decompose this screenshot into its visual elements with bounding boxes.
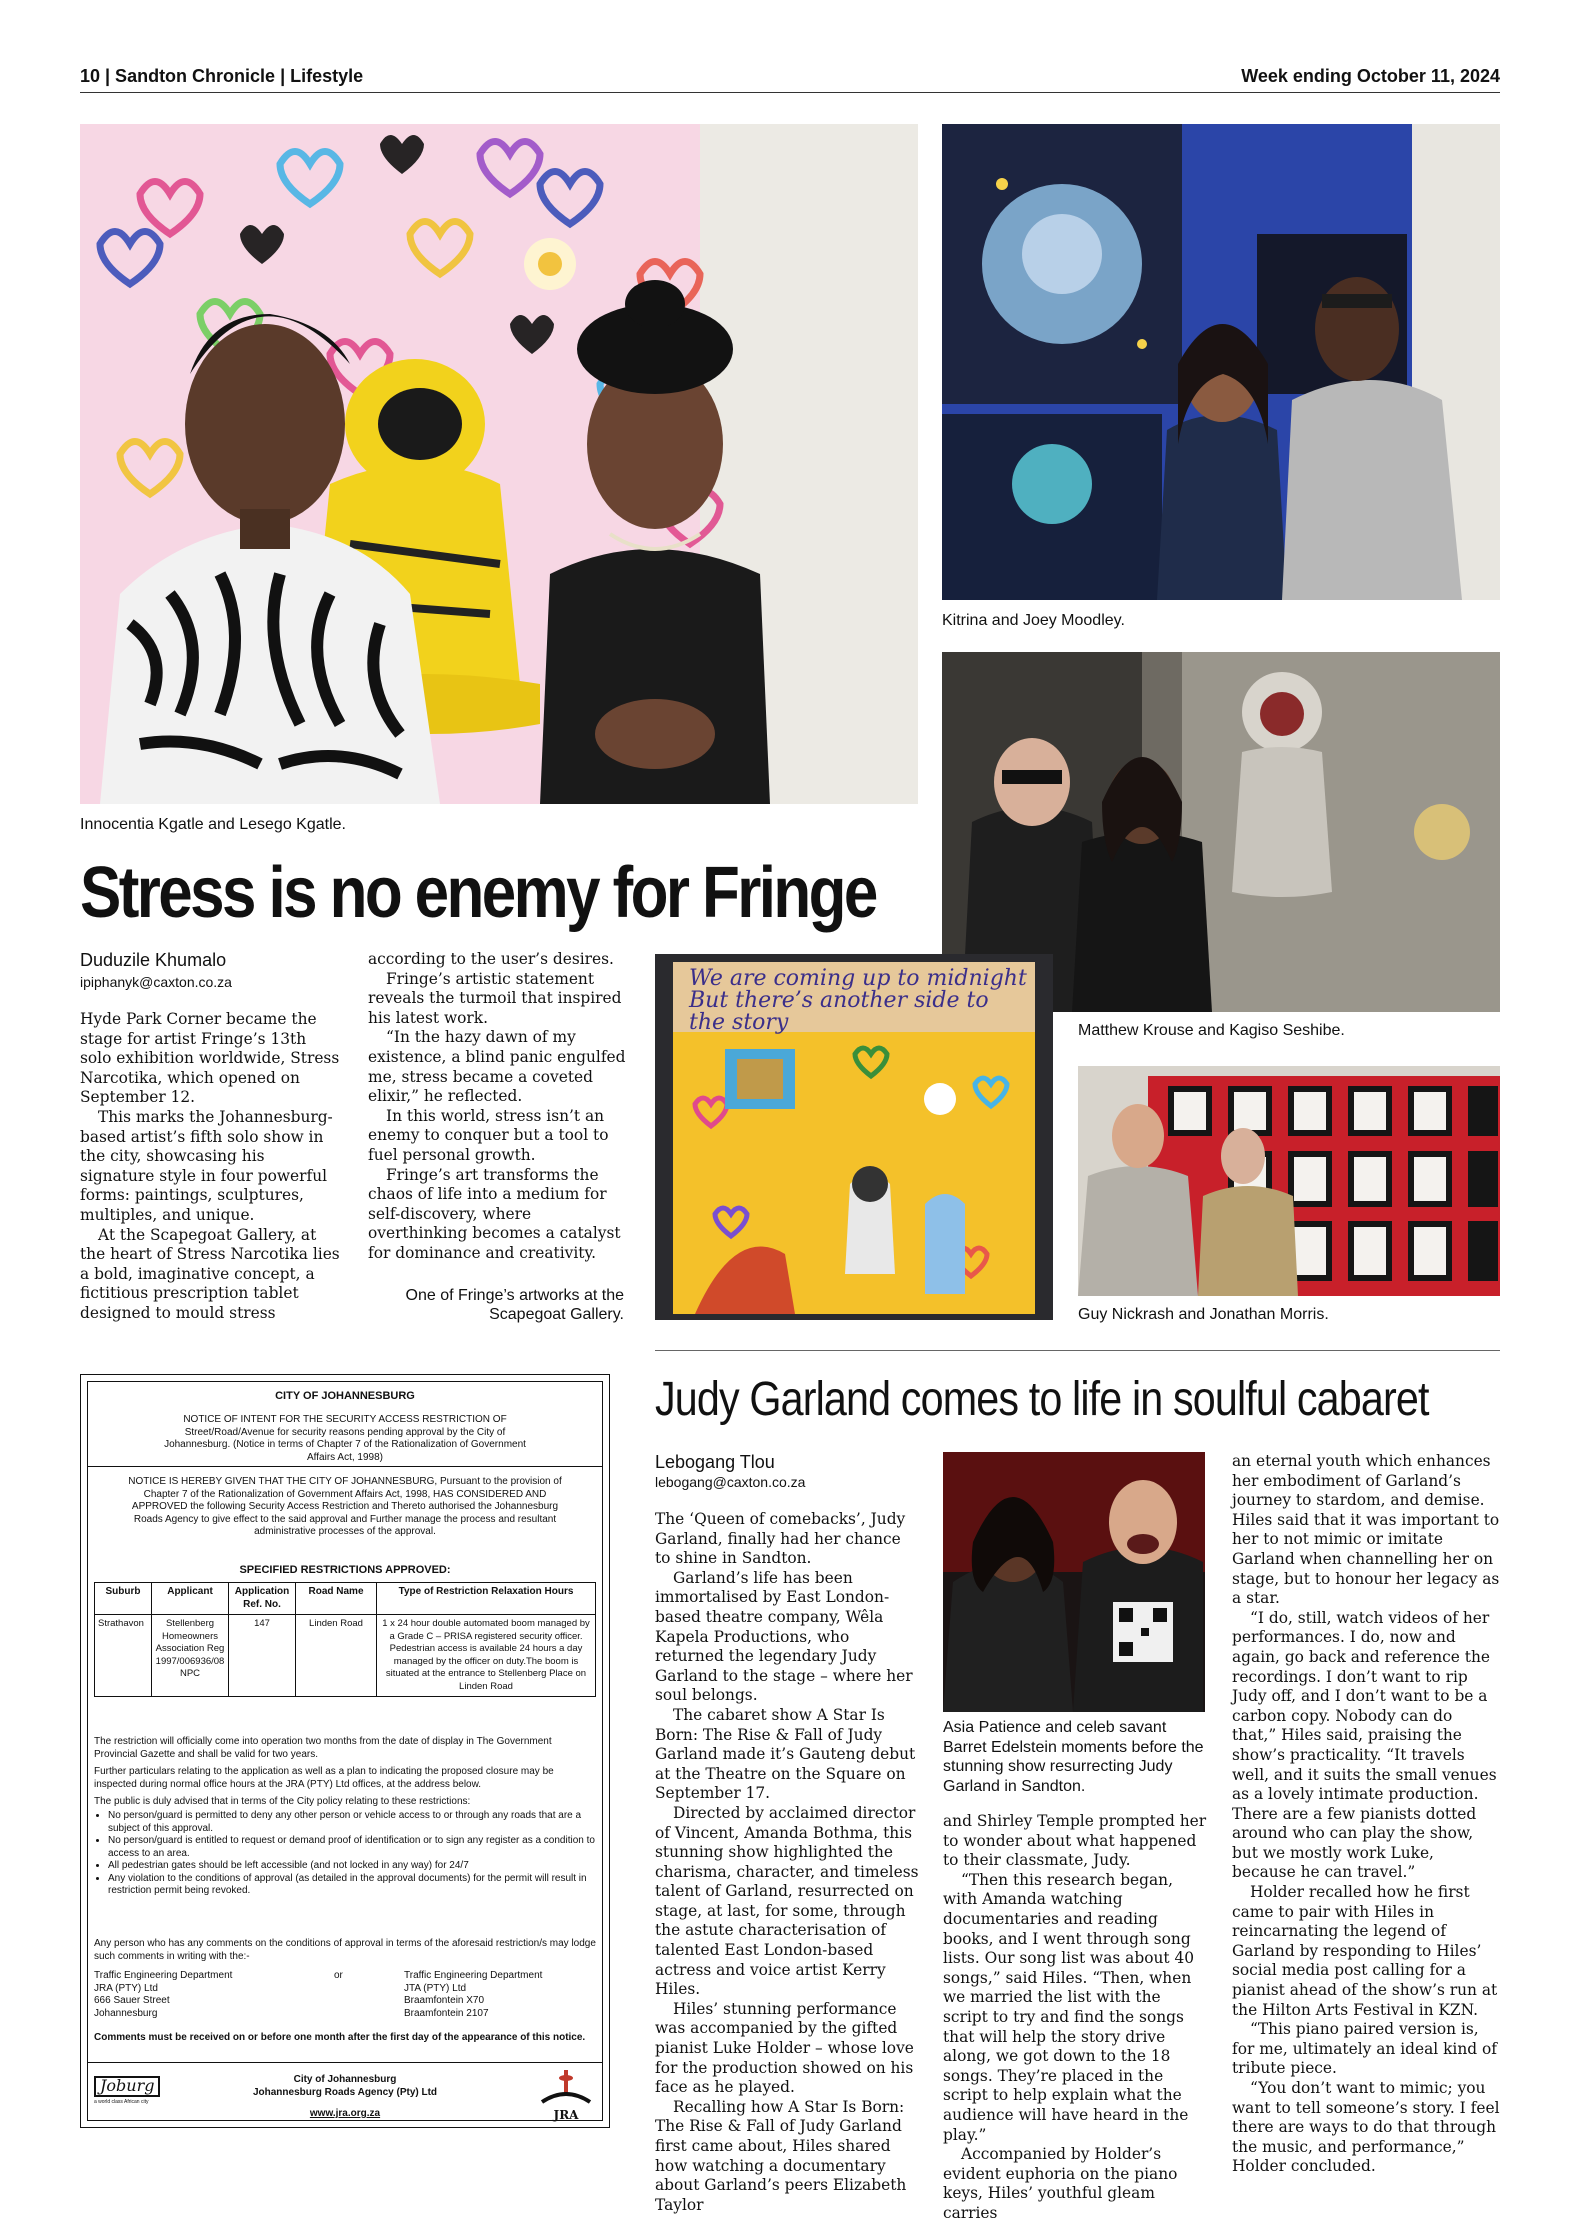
- jra-tower-icon: [538, 2068, 594, 2104]
- mural-illustration: [80, 124, 918, 804]
- list-item: • Any violation to the conditions of approval (as detailed in the approval documents) for the permit will result in restriction permit being revoked.: [108, 1873, 596, 1898]
- table-cell: 147: [229, 1615, 296, 1697]
- list-item: • All pedestrian gates should be left accessible (and not locked in any way) for 24/7: [108, 1860, 596, 1873]
- notice-divider-2: [88, 2062, 602, 2063]
- notice-given: NOTICE IS HEREBY GIVEN THAT THE CITY OF JOHANNESBURG, Pursuant to the provision of Chapter 7 of the Rationalization of Government Affairs Act, 1998, HAS CONSIDERED AND APPROVED the following Security Access Restriction and Thereto authorised the Johannesburg Roads Agency to give effect to the said approval and Further manage the process and resultant administrative processes of the approval.: [128, 1476, 562, 1537]
- list-item: • No person/guard is entitled to request or demand proof of identification or to sign any register as a condition to access to an area.: [108, 1835, 596, 1860]
- photo-asia-barret: [943, 1452, 1205, 1712]
- joburg-logo-tagline: a world class African city: [94, 2098, 149, 2105]
- paragraph: The cabaret show A Star Is Born: The Rise & Fall of Judy Garland made it’s Gauteng debut at the Theatre on the Square on September 17.: [655, 1705, 916, 1803]
- paragraph: Hiles’ stunning performance was accompanied by the gifted pianist Luke Holder – whose love for the production showed on his face as he played.: [655, 1999, 914, 2097]
- caption-guy: Guy Nickrash and Jonathan Morris.: [1078, 1306, 1329, 1323]
- paragraph: “You don’t want to mimic; you want to tell someone’s story. I feel there are ways to do that through the music, and performance,” Holder concluded.: [1232, 2079, 1500, 2176]
- notice-deadline: Comments must be received on or before one month after the first day of the appearance of this notice.: [94, 2032, 586, 2043]
- table-header: Road Name: [296, 1583, 377, 1615]
- paragraph: an eternal youth which enhances her embodiment of Garland’s journey to stardom, and demise. Hiles said that it was important to her to not mimic or imitate Garland when channelling her on stage, but to honour her legacy as a star.: [1232, 1452, 1500, 1608]
- story2-column-1: [655, 1510, 919, 2215]
- list-item: • No person/guard is permitted to deny any other person or vehicle access to or through any roads that are a subject of this approval.: [108, 1810, 596, 1835]
- notice-inner: [87, 1381, 603, 2121]
- photo-fringe-artwork: [655, 954, 1053, 1320]
- story2-email: lebogang@caxton.co.za: [655, 1474, 806, 1490]
- caption-main-photo: Innocentia Kgatle and Lesego Kgatle.: [80, 816, 346, 833]
- judy-illustration: [943, 1452, 1205, 1712]
- photo-guy-jonathan: [1078, 1066, 1500, 1296]
- address-line: 666 Sauer Street: [94, 1995, 170, 2006]
- paragraph: “This piano paired version is, for me, ultimately an ideal kind of tribute piece.: [1232, 2020, 1497, 2078]
- table-row: [95, 1615, 596, 1697]
- address-line: Braamfontein 2107: [404, 2007, 489, 2019]
- story1-author: Duduzile Khumalo: [80, 950, 227, 970]
- notice-intent: NOTICE OF INTENT FOR THE SECURITY ACCESS RESTRICTION OF Street/Road/Avenue for security reasons pending approval by the City of Johannesburg. (Notice in terms of Chapter 7 of the Rationalization of Government Affairs Act, 1998): [164, 1414, 526, 1463]
- paragraph: “I do, still, watch videos of her performances. I do, now and again, go back and reference the recordings. I don’t want to rip Judy off, and I don’t want to be a carbon copy. Nobody can do that,” Hiles said, praising the show’s practicality. “It travels well, and it suits the small venues as a lovely intimate production. There are a few pianists dotted around who can play the show, but we mostly work Luke, because he can travel.”: [1232, 1608, 1497, 1882]
- paragraph: The ‘Queen of comebacks’, Judy Garland, finally had her chance to shine in Sandton.: [655, 1510, 906, 1568]
- address-line: Braamfontein X70: [404, 1995, 485, 2006]
- caption-artwork: One of Fringe’s artworks at the Scapegoat Gallery.: [405, 1287, 624, 1323]
- notice-para-4: Any person who has any comments on the conditions of approval in terms of the aforesaid restriction/s may lodge such comments in writing with the:-: [94, 1938, 596, 1962]
- table-header: Applicant: [152, 1583, 229, 1615]
- notice-bullets: [94, 1810, 596, 1898]
- header-rule: [80, 92, 1500, 93]
- story1-column-2: [368, 950, 630, 1264]
- paragraph: This marks the Johannesburg-based artist’s fifth solo show in the city, showcasing his signature style in four powerful forms: paintings, sculptures, multiples, and unique.: [80, 1107, 333, 1224]
- table-cell: Strathavon: [95, 1615, 152, 1697]
- table-cell: 1 x 24 hour double automated boom managed by a Grade C – PRISA registered security officer. Pedestrian access is available 24 hours a day managed by the officer on duty.The boom is situated at the entrance to Stellenberg Place on Linden Road: [377, 1615, 596, 1697]
- story2-column-3: [1232, 1452, 1500, 2177]
- story1-email: ipiphanyk@caxton.co.za: [80, 974, 232, 990]
- table-header-row: [95, 1583, 596, 1615]
- story2-author: Lebogang Tlou: [655, 1452, 775, 1472]
- paragraph: In this world, stress isn’t an enemy to conquer but a tool to fuel personal growth.: [368, 1106, 609, 1164]
- address-line: JTA (PTY) Ltd: [404, 1982, 467, 1994]
- public-notice: [80, 1374, 610, 2128]
- address-line: Traffic Engineering Department: [404, 1970, 543, 1981]
- artwork-scrawled-text: We are coming up to midnight But there’s another side to the story: [689, 966, 1027, 1035]
- notice-footer-city: City of Johannesburg: [293, 2074, 397, 2085]
- page-header-left: 10 | Sandton Chronicle | Lifestyle: [80, 66, 364, 86]
- paragraph: according to the user’s desires.: [368, 950, 614, 968]
- table-header: Suburb: [95, 1583, 152, 1615]
- caption-matthew: Matthew Krouse and Kagiso Seshibe.: [1078, 1022, 1345, 1039]
- address-line: JRA (PTY) Ltd: [94, 1982, 158, 1994]
- jra-logo: [538, 2068, 594, 2122]
- joburg-logo-text: Joburg: [94, 2076, 160, 2097]
- paragraph: Recalling how A Star Is Born: The Rise & Fall of Judy Garland first came about, Hiles shared how watching a documentary about Garland’s peers Elizabeth Taylor: [655, 2097, 907, 2214]
- address-or: or: [334, 1970, 343, 1981]
- table-header: Type of Restriction Relaxation Hours: [377, 1583, 596, 1615]
- paragraph: Holder recalled how he first came to pair with Hiles in reincarnating the legend of Garland by responding to Hiles’ social media post calling for a pianist ahead of the show’s run at the Hilton Arts Festival in KZN.: [1232, 1883, 1498, 2019]
- caption-kitrina: Kitrina and Joey Moodley.: [942, 612, 1125, 629]
- jra-logo-text: JRA: [553, 2107, 579, 2122]
- story1-column-1: [80, 1010, 342, 1324]
- paragraph: “Then this research began, with Amanda watching documentaries and reading books, and I went through song lists. Our song list was about 40 songs,” said Hiles. “Then, when we married the list with the script to try and find the songs that will help the story drive along, we got down to the 18 songs. They’re placed in the script to help explain what the audience will have heard in the play.”: [943, 1870, 1195, 2144]
- photo-kitrina-joey: [942, 124, 1500, 600]
- page-header-date: Week ending October 11, 2024: [1241, 66, 1500, 86]
- joburg-logo: [94, 2076, 174, 2116]
- paragraph: “In the hazy dawn of my existence, a blind panic engulfed me, stress became a coveted elixir,” he reflected.: [368, 1028, 626, 1106]
- notice-title: CITY OF JOHANNESBURG: [275, 1390, 415, 1402]
- address-left: [94, 1970, 294, 2020]
- paragraph: Fringe’s art transforms the chaos of life into a medium for self-discovery, where overthinking becomes a catalyst for dominance and creativity.: [368, 1165, 621, 1262]
- table-cell: Stellenberg Homeowners Association Reg 1997/006936/08 NPC: [152, 1615, 229, 1697]
- restrictions-table: [94, 1582, 596, 1697]
- notice-para-1: The restriction will officially come into operation two months from the date of display in The Government Provincial Gazette and shall be valid for two years.: [94, 1736, 552, 1760]
- notice-footer-agency: Johannesburg Roads Agency (Pty) Ltd: [252, 2087, 438, 2098]
- table-cell: Linden Road: [296, 1615, 377, 1697]
- story2-column-2: [943, 1812, 1207, 2223]
- address-right: [404, 1970, 604, 2020]
- kitrina-illustration: [942, 124, 1500, 600]
- story1-headline: Stress is no enemy for Fringe: [80, 853, 876, 933]
- address-line: Traffic Engineering Department: [94, 1970, 233, 1981]
- notice-specified: SPECIFIED RESTRICTIONS APPROVED:: [239, 1564, 451, 1576]
- notice-para-2: Further particulars relating to the application as well as a plan to indicating the proposed closure may be inspected during normal office hours at the JRA (PTY) Ltd offices, at the address below.: [94, 1766, 554, 1790]
- story2-headline: Judy Garland comes to life in soulful cabaret: [655, 1373, 1429, 1426]
- notice-para-3: The public is duly advised that in terms of the City policy relating to these restrictions:: [94, 1796, 471, 1807]
- paragraph: Hyde Park Corner became the stage for artist Fringe’s 13th solo exhibition worldwide, Stress Narcotika, which opened on September 12.: [80, 1010, 340, 1107]
- paragraph: and Shirley Temple prompted her to wonder about what happened to their classmate, Judy.: [943, 1812, 1207, 1870]
- paragraph: At the Scapegoat Gallery, at the heart of Stress Narcotika lies a bold, imaginative concept, a fictitious prescription tablet designed to mould stress: [80, 1225, 340, 1322]
- notice-footer-url[interactable]: www.jra.org.za: [309, 2108, 381, 2119]
- section-rule: [655, 1350, 1500, 1351]
- paragraph: Garland’s life has been immortalised by East London-based theatre company, Wêla Kapela Productions, who returned the legendary Judy Garland to the stage – where her soul belongs.: [655, 1568, 913, 1705]
- guy-illustration: [1078, 1066, 1500, 1296]
- photo-innocentia-lesego: [80, 124, 918, 804]
- paragraph: Fringe’s artistic statement reveals the turmoil that inspired his latest work.: [368, 969, 622, 1027]
- paragraph: Directed by acclaimed director of Vincent, Amanda Bothma, this stunning show highlighted the charisma, character, and timeless talent of Garland, resurrected on stage, at last, for some, through the astute characterisation of talented East London-based actress and voice artist Kerry Hiles.: [655, 1803, 919, 1999]
- table-header: Application Ref. No.: [229, 1583, 296, 1615]
- caption-asia-barret: Asia Patience and celeb savant Barret Edelstein moments before the stunning show resurrecting Judy Garland in Sandton.: [943, 1719, 1204, 1795]
- paragraph: Accompanied by Holder’s evident euphoria on the piano keys, Hiles’ youthful gleam carries: [943, 2145, 1178, 2222]
- address-line: Johannesburg: [94, 2007, 158, 2019]
- notice-divider: [88, 1466, 602, 1467]
